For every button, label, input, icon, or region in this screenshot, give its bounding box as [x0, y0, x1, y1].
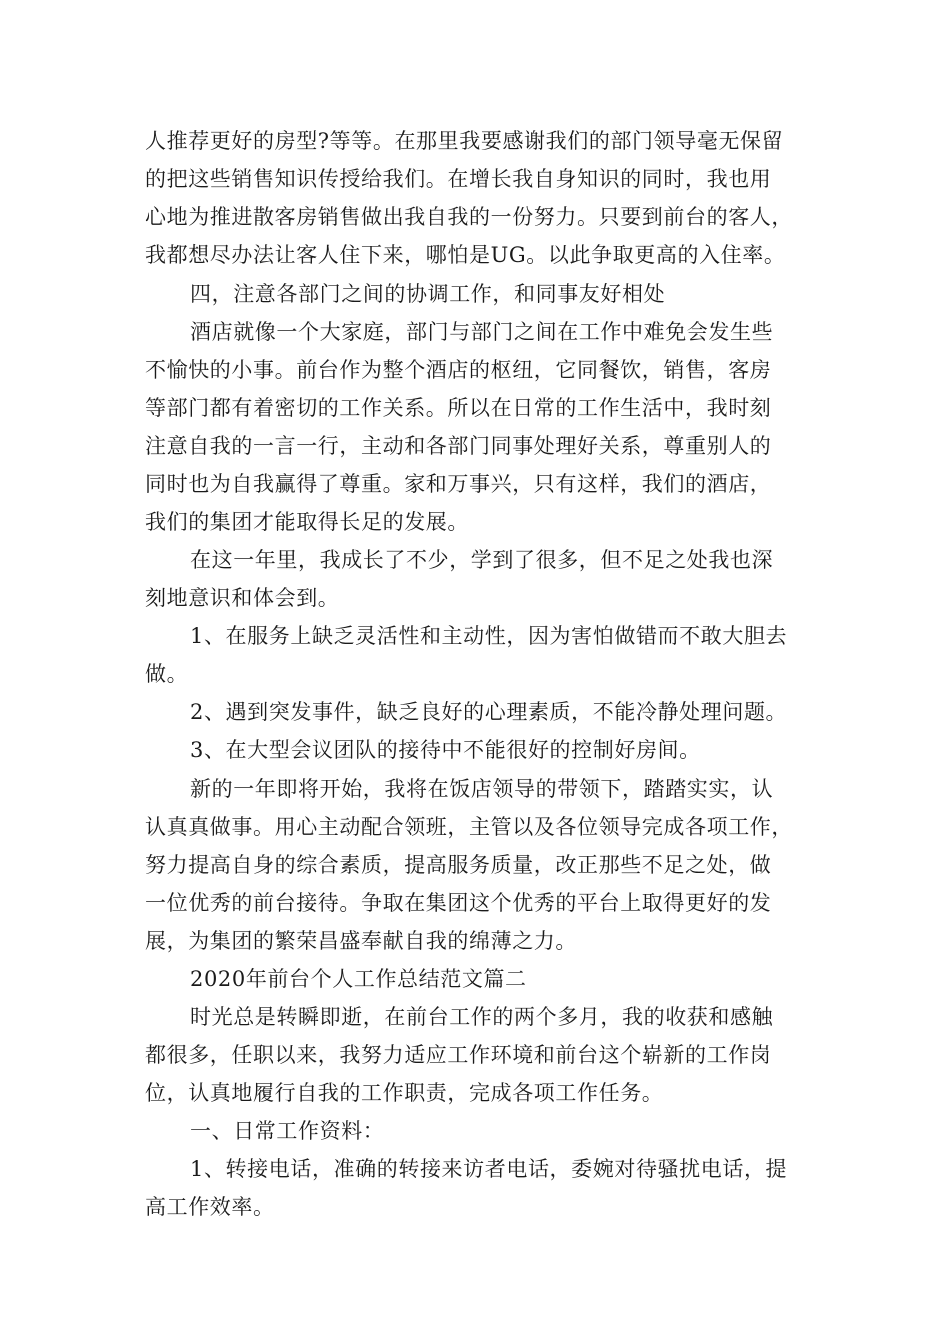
- text-line: 位，认真地履行自我的工作职责，完成各项工作任务。: [145, 1081, 664, 1105]
- text-line: 认真真做事。用心主动配合领班，主管以及各位领导完成各项工作，: [145, 815, 793, 839]
- list-item: 1、转接电话，准确的转接来访者电话，委婉对待骚扰电话，提: [190, 1157, 788, 1181]
- text-line: 做。: [145, 662, 189, 686]
- text-line: 刻地意识和体会到。: [145, 586, 340, 610]
- text-line: 努力提高自身的综合素质，提高服务质量，改正那些不足之处，做: [145, 853, 772, 877]
- text-line: 不愉快的小事。前台作为整个酒店的枢纽，它同餐饮，销售，客房: [145, 358, 772, 382]
- text-line: 展，为集团的繁荣昌盛奉献自我的绵薄之力。: [145, 929, 577, 953]
- text-line: 同时也为自我赢得了尊重。家和万事兴，只有这样，我们的酒店，: [145, 472, 772, 496]
- text-line: 都很多，任职以来，我努力适应工作环境和前台这个崭新的工作岗: [145, 1043, 772, 1067]
- section-title: 2020年前台个人工作总结范文篇二: [190, 967, 527, 991]
- text-line: 一位优秀的前台接待。争取在集团这个优秀的平台上取得更好的发: [145, 891, 772, 915]
- section-heading: 一、日常工作资料：: [190, 1119, 385, 1143]
- text-line: 时光总是转瞬即逝，在前台工作的两个多月，我的收获和感触: [190, 1005, 774, 1029]
- text-line: 的把这些销售知识传授给我们。在增长我自身知识的同时，我也用: [145, 167, 772, 191]
- text-line: 我都想尽办法让客人住下来，哪怕是UG。以此争取更高的入住率。: [145, 243, 786, 267]
- text-line: 我们的集团才能取得长足的发展。: [145, 510, 469, 534]
- text-line: 新的一年即将开始，我将在饭店领导的带领下，踏踏实实，认: [190, 777, 774, 801]
- section-heading: 四，注意各部门之间的协调工作，和同事友好相处: [190, 282, 666, 306]
- text-line: 酒店就像一个大家庭，部门与部门之间在工作中难免会发生些: [190, 320, 774, 344]
- text-line: 人推荐更好的房型?等等。在那里我要感谢我们的部门领导毫无保留: [145, 129, 784, 153]
- text-line: 在这一年里，我成长了不少，学到了很多，但不足之处我也深: [190, 548, 774, 572]
- text-line: 注意自我的一言一行，主动和各部门同事处理好关系，尊重别人的: [145, 434, 772, 458]
- list-item: 2、遇到突发事件，缺乏良好的心理素质，不能冷静处理问题。: [190, 700, 788, 724]
- text-line: 高工作效率。: [145, 1195, 275, 1219]
- list-item: 1、在服务上缺乏灵活性和主动性，因为害怕做错而不敢大胆去: [190, 624, 788, 648]
- text-line: 心地为推进散客房销售做出我自我的一份努力。只要到前台的客人，: [145, 205, 793, 229]
- list-item: 3、在大型会议团队的接待中不能很好的控制好房间。: [190, 738, 701, 762]
- text-line: 等部门都有着密切的工作关系。所以在日常的工作生活中，我时刻: [145, 396, 772, 420]
